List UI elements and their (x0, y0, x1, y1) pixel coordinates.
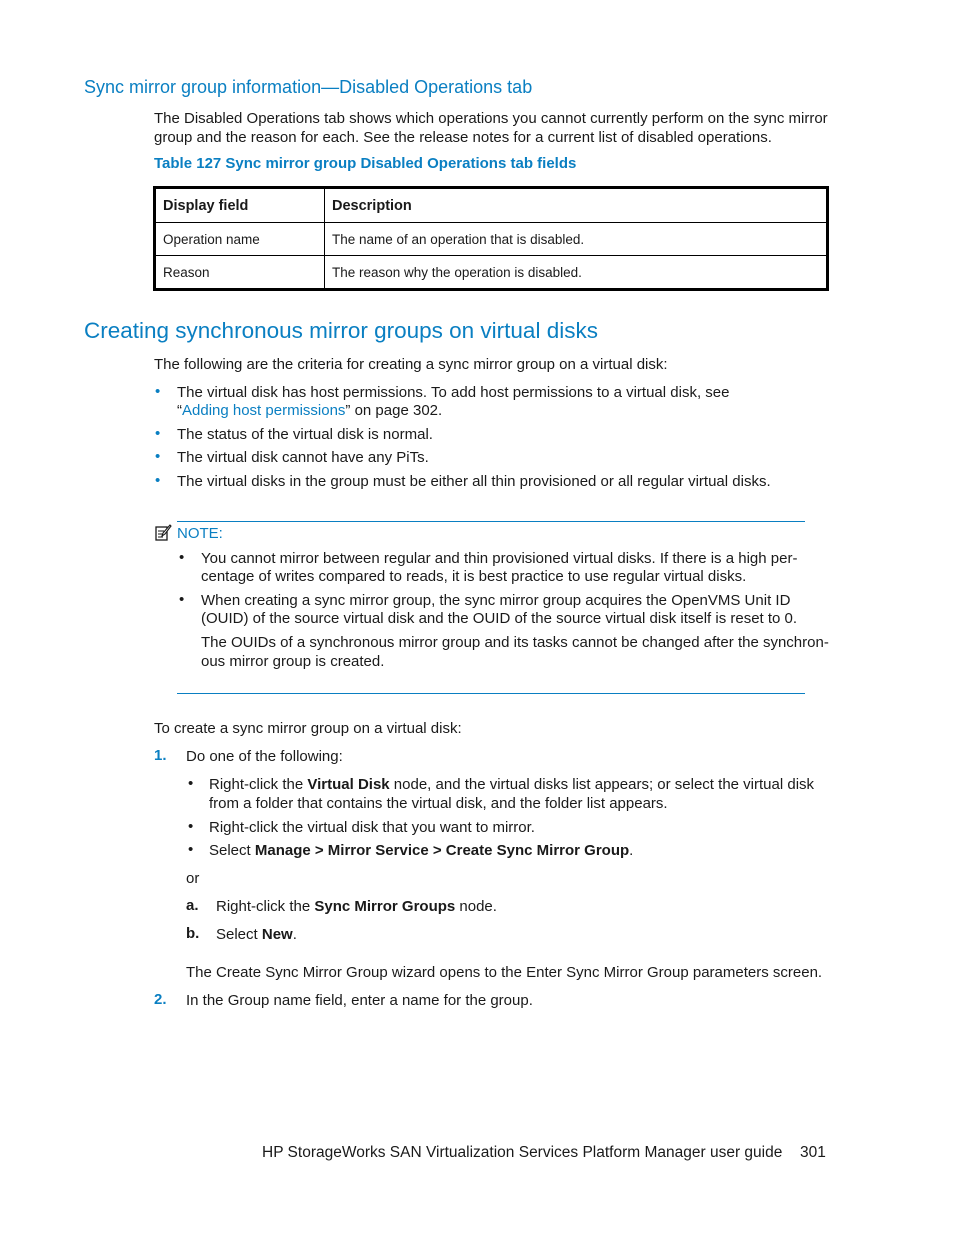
step-1-text: Do one of the following: (186, 748, 343, 765)
text-run: . (629, 842, 634, 859)
open-quote: “ (177, 402, 182, 419)
step-number: 1. (154, 747, 167, 764)
intro-paragraph-line-1: The Disabled Operations tab shows which operations you cannot currently perform on the sync mirror (154, 110, 828, 127)
table-caption: Table 127 Sync mirror group Disabled Operations tab fields (154, 155, 577, 172)
bullet-marker: • (155, 472, 161, 489)
bullet-marker: • (179, 591, 185, 608)
section-heading-creating-sync-mirror-groups: Creating synchronous mirror groups on virtual disks (84, 318, 598, 343)
note-label: NOTE: (177, 525, 223, 542)
table-cell: Reason (155, 256, 325, 290)
note-item-2-line-1: When creating a sync mirror group, the sync mirror group acquires the OpenVMS Unit ID (201, 592, 791, 609)
step-2-text: In the Group name field, enter a name for the group. (186, 992, 533, 1009)
step-1-result: The Create Sync Mirror Group wizard opens to the Enter Sync Mirror Group parameters screen. (186, 964, 823, 981)
table-row (155, 223, 828, 256)
note-bottom-rule (177, 693, 805, 694)
table-cell: The name of an operation that is disabled. (325, 223, 828, 256)
bullet-marker: • (188, 841, 194, 858)
substep-b (216, 925, 297, 944)
criteria-intro: The following are the criteria for creating a sync mirror group on a virtual disk: (154, 356, 668, 373)
intro-paragraph-line-2: group and the reason for each. See the release notes for a current list of disabled operations. (154, 129, 772, 146)
criteria-item-2: The status of the virtual disk is normal. (177, 426, 433, 443)
criteria-item-1-line-1: The virtual disk has host permissions. To add host permissions to a virtual disk, see (177, 384, 730, 401)
table-cell: The reason why the operation is disabled. (325, 256, 828, 290)
step-1-option-1-line-2: from a folder that contains the virtual disk, and the folder list appears. (209, 795, 668, 812)
table-cell: Operation name (155, 223, 325, 256)
bullet-marker: • (179, 549, 185, 566)
section-heading-disabled-operations: Sync mirror group information—Disabled Operations tab (84, 77, 533, 97)
ui-term-new: New (261, 926, 293, 943)
bullet-marker: • (155, 425, 161, 442)
disabled-operations-fields-table (153, 186, 829, 291)
note-item-2-para-2-line-2: ous mirror group is created. (201, 653, 385, 670)
substep-a (216, 897, 497, 916)
note-top-rule (177, 521, 805, 522)
table-header-cell: Display field (155, 188, 325, 223)
note-icon (154, 524, 172, 542)
note-item-2-line-2: (OUID) of the source virtual disk and the OUID of the source virtual disk itself is reset to 0. (201, 610, 798, 627)
table-header-row (155, 188, 828, 223)
substep-label: b. (186, 925, 200, 942)
text-run: Select (216, 926, 262, 943)
note-item-1-line-1: You cannot mirror between regular and thin provisioned virtual disks. If there is a high per- (201, 550, 798, 567)
adding-host-permissions-link[interactable]: Adding host permissions (182, 402, 346, 419)
bullet-marker: • (155, 383, 161, 400)
bullet-marker: • (188, 775, 194, 792)
step-1-option-1-line-1 (209, 775, 814, 794)
ui-term-sync-mirror-groups: Sync Mirror Groups (314, 898, 456, 915)
note-item-1-line-2: centage of writes compared to reads, it is best practice to use regular virtual disks. (201, 568, 747, 585)
bullet-marker: • (155, 448, 161, 465)
text-run: Right-click the (216, 898, 315, 915)
procedure-intro: To create a sync mirror group on a virtual disk: (154, 720, 462, 737)
text-run: Right-click the (209, 776, 308, 793)
or-separator: or (186, 870, 200, 887)
substep-label: a. (186, 897, 199, 914)
ui-term-virtual-disk: Virtual Disk (307, 776, 390, 793)
step-number: 2. (154, 991, 167, 1008)
criteria-item-1-line-2 (177, 401, 442, 420)
text-run: node. (455, 898, 497, 915)
criteria-item-3: The virtual disk cannot have any PiTs. (177, 449, 429, 466)
criteria-item-4: The virtual disks in the group must be either all thin provisioned or all regular virtual disks. (177, 473, 771, 490)
footer-page-number: 301 (800, 1144, 826, 1161)
table-row (155, 256, 828, 290)
page-reference: ” on page 302. (345, 402, 443, 419)
step-1-option-3 (209, 841, 633, 860)
note-item-2-para-2-line-1: The OUIDs of a synchronous mirror group and its tasks cannot be changed after the synchron- (201, 634, 829, 651)
table-header-cell: Description (325, 188, 828, 223)
text-run: node, and the virtual disks list appears; or select the virtual disk (389, 776, 815, 793)
bullet-marker: • (188, 818, 194, 835)
text-run: . (292, 926, 297, 943)
step-1-option-2: Right-click the virtual disk that you want to mirror. (209, 819, 535, 836)
text-run: Select (209, 842, 255, 859)
footer-guide-title: HP StorageWorks SAN Virtualization Services Platform Manager user guide (262, 1144, 783, 1161)
ui-term-menu-path: Manage > Mirror Service > Create Sync Mirror Group (254, 842, 630, 859)
